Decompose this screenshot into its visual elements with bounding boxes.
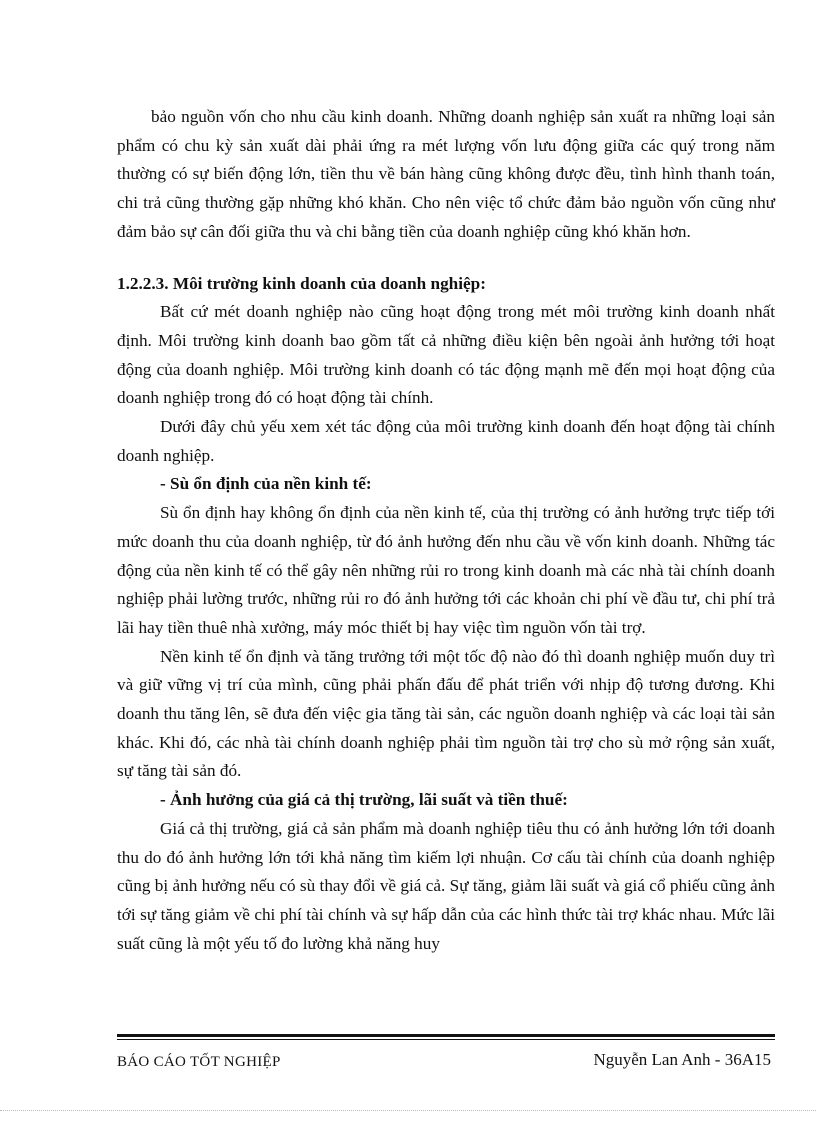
document-body [117,103,775,958]
paragraph: bảo nguồn vốn cho nhu cầu kinh doanh. Những doanh nghiệp sản xuất ra những loại sản phẩm có chu kỳ sản xuất dài phải ứng ra mét lượng vốn lưu động giữa các quý trong năm thường có sự biến động lớn, tiền thu về bán hàng cũng không được đều, tình hình thanh toán, chi trả cũng thường gặp những khó khăn. Cho nên việc tổ chức đảm bảo nguồn vốn cũng như đảm bảo sự cân đối giữa thu và chi bằng tiền của doanh nghiệp cũng khó khăn hơn. [117,107,775,241]
footer-rule-thick [117,1034,775,1037]
paragraph: Sù ổn định hay không ổn định của nền kinh tế, của thị trường có ảnh hưởng trực tiếp tới mức doanh thu của doanh nghiệp, từ đó ảnh hưởng đến nhu cầu về vốn kinh doanh. Những tác động của nền kinh tế có thể gây nên những rủi ro trong kinh doanh mà các nhà tài chính doanh nghiệp phải lường trước, những rủi ro đó ảnh hưởng tới các khoản chi phí về đầu tư, chi phí trả lãi hay tiền thuê nhà xưởng, máy móc thiết bị hay việc tìm nguồn vốn tài trợ. [117,503,775,637]
footer-author: Nguyễn Lan Anh - 36A15 [593,1050,771,1069]
section-heading: 1.2.2.3. Môi trường kinh doanh của doanh nghiệp: [117,273,486,293]
paragraph: Giá cả thị trường, giá cả sản phẩm mà doanh nghiệp tiêu thu có ảnh hưởng lớn tới doanh thu do đó ảnh hưởng lớn tới khả năng tìm kiếm lợi nhuận. Cơ cấu tài chính của doanh nghiệp cũng bị ảnh hưởng nếu có sù thay đổi về giá cả. Sự tăng, giảm lãi suất và giá cổ phiếu cũng ảnh tới sự tăng giảm về chi phí tài chính và sự hấp dẫn của các hình thức tài trợ khác nhau. Mức lãi suất cũng là một yếu tố đo lường khả năng huy [117,818,775,953]
page-edge-divider [0,1110,816,1111]
paragraph: Bất cứ mét doanh nghiệp nào cũng hoạt động trong mét môi trường kinh doanh nhất định. Môi trường kinh doanh bao gồm tất cả những điều kiện bên ngoài ảnh hưởng tới hoạt động của doanh nghiệp. Môi trường kinh doanh có tác động mạnh mẽ đến mọi hoạt động của doanh nghiệp trong đó có hoạt động tài chính. [117,302,775,408]
footer-rule-thin [117,1039,775,1040]
footer-left-text: BÁO CÁO TỐT NGHIỆP [117,1054,281,1070]
subheading: - Sù ổn định của nền kinh tế: [160,474,372,494]
paragraph: Dưới đây chủ yếu xem xét tác động của môi trường kinh doanh đến hoạt động tài chính doanh nghiệp. [117,417,775,465]
subheading: - Ảnh hưởng của giá cả thị trường, lãi suất và tiền thuế: [160,790,568,810]
paragraph: Nền kinh tế ổn định và tăng trưởng tới một tốc độ nào đó thì doanh nghiệp muốn duy trì và giữ vững vị trí của mình, cũng phải phấn đấu để phát triển với nhịp độ tương đương. Khi doanh thu tăng lên, sẽ đưa đến việc gia tăng tài sản, các nguồn doanh nghiệp và các loại tài sản khác. Khi đó, các nhà tài chính doanh nghiệp phải tìm nguồn tài trợ cho sù mở rộng sản xuất, sự tăng tài sản đó. [117,646,775,781]
